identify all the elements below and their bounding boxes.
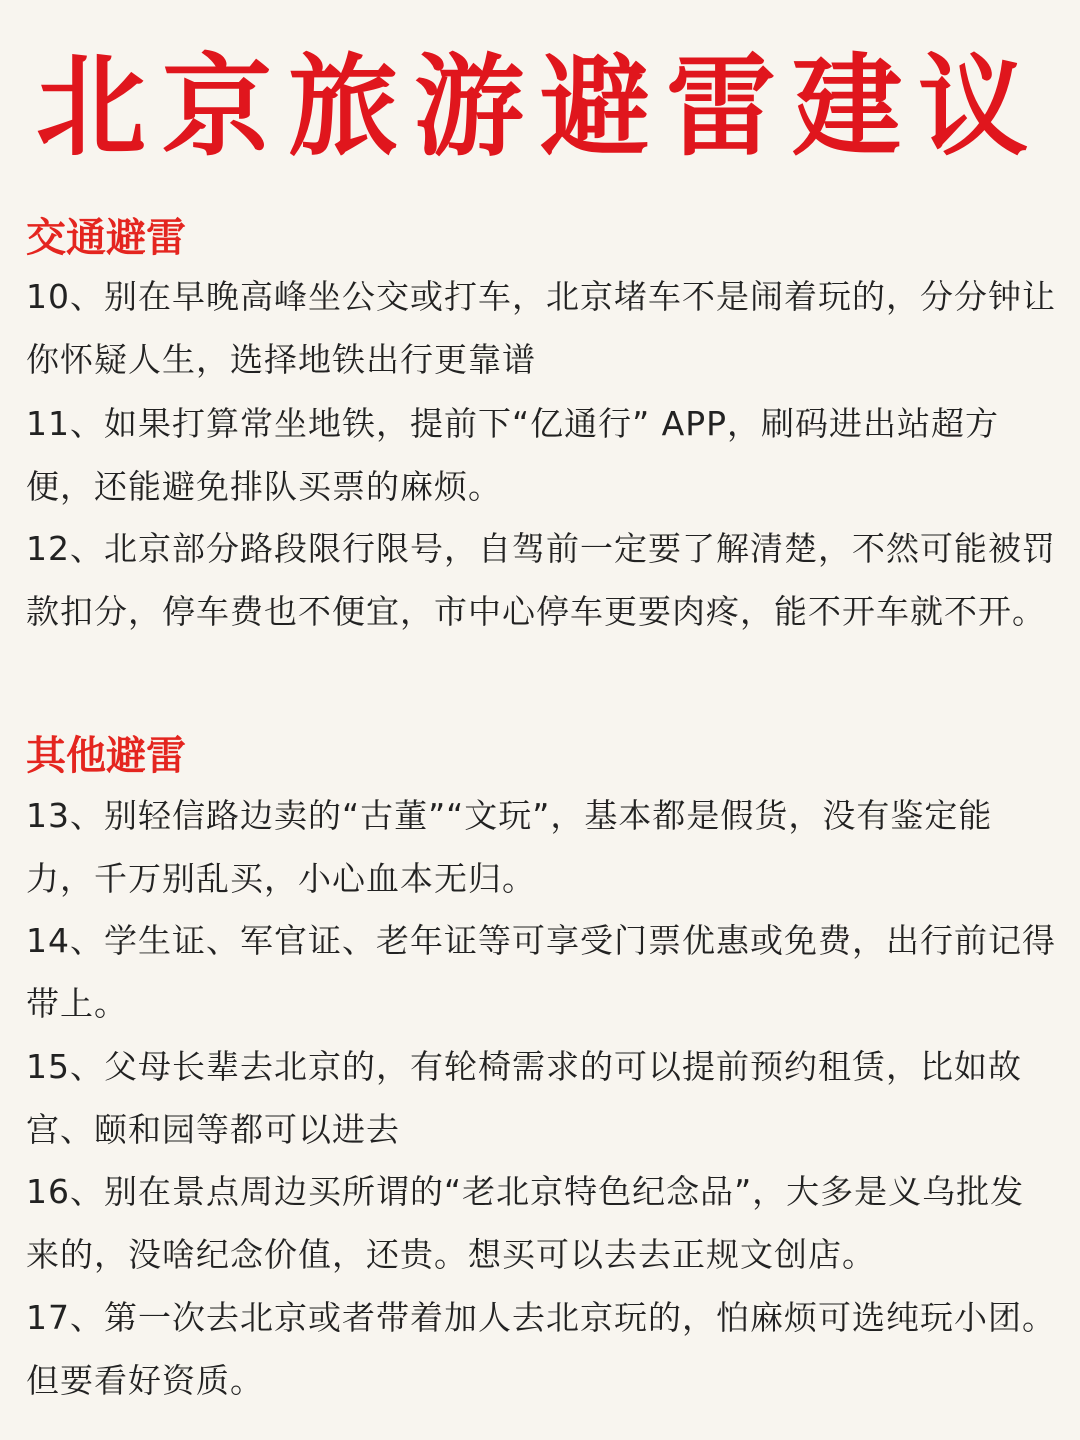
tip-item-17: 17、第一次去北京或者带着加人去北京玩的，怕麻烦可选纯玩小团。但要看好资质。	[26, 1298, 1056, 1400]
tip-item-15: 15、父母长辈去北京的，有轮椅需求的可以提前预约租赁，比如故宫、颐和园等都可以进去	[26, 1047, 1022, 1149]
tip-item-10: 10、别在早晚高峰坐公交或打车，北京堵车不是闹着玩的，分分钟让你怀疑人生，选择地铁出行更靠谱	[26, 277, 1056, 379]
tip-item-13: 13、别轻信路边卖的“古董”“文玩”，基本都是假货，没有鉴定能力，千万别乱买，小心血本无归。	[26, 796, 993, 898]
tip-item-12: 12、北京部分路段限行限号，自驾前一定要了解清楚，不然可能被罚款扣分，停车费也不便宜，市中心停车更要肉疼，能不开车就不开。	[26, 529, 1056, 631]
tip-item-16: 16、别在景点周边买所谓的“老北京特色纪念品”，大多是义乌批发来的，没啥纪念价值，还贵。想买可以去去正规文创店。	[26, 1172, 1025, 1274]
page-title: 北京旅游避雷建议	[36, 43, 1044, 171]
section-heading-traffic: 交通避雷	[26, 214, 186, 261]
section-heading-other: 其他避雷	[26, 732, 186, 779]
tip-item-11: 11、如果打算常坐地铁，提前下“亿通行” APP，刷码进出站超方便，还能避免排队买票的麻烦。	[26, 404, 1000, 506]
tip-item-14: 14、学生证、军官证、老年证等可享受门票优惠或免费，出行前记得带上。	[26, 921, 1056, 1023]
